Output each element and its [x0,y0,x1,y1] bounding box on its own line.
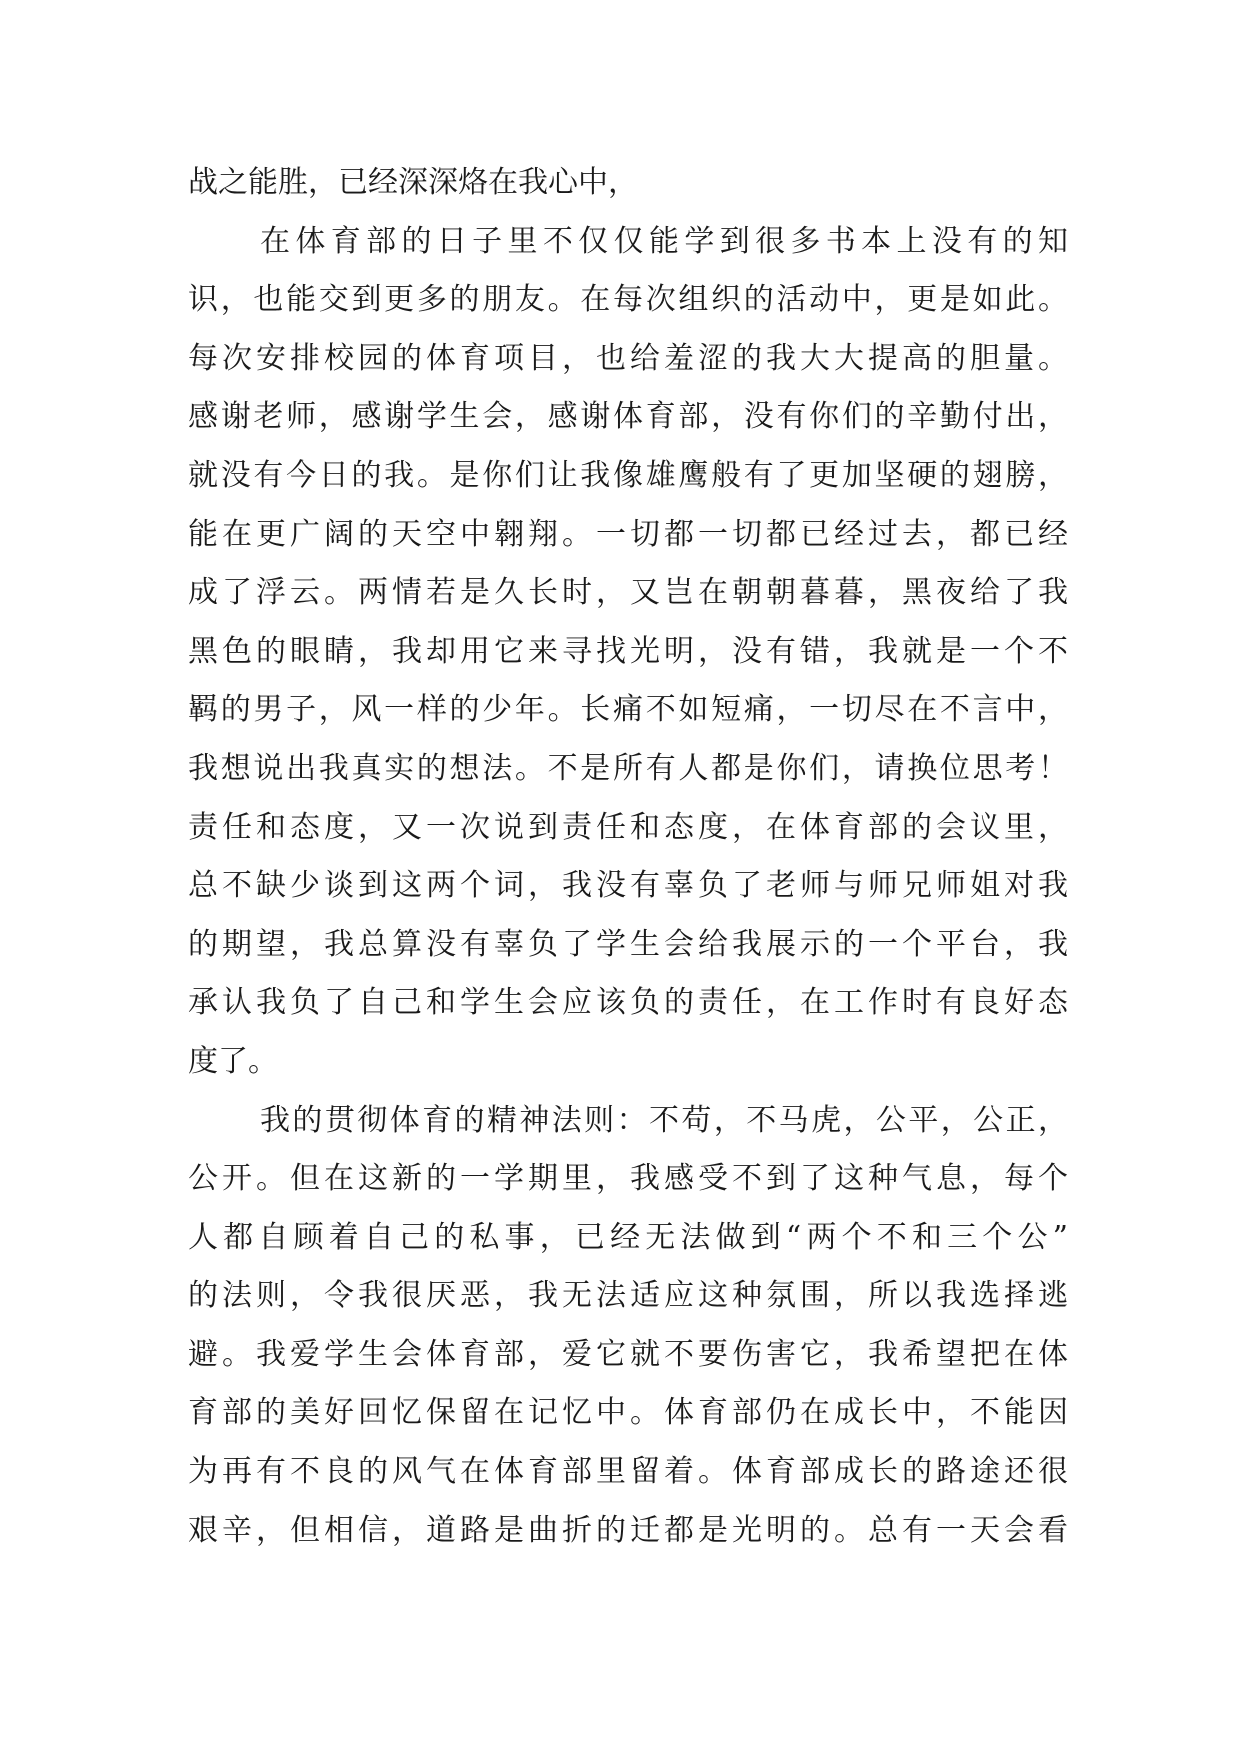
paragraph-first-line: 我的贯彻体育的精神法则：不苟，不马虎，公平，公正， [260,1102,1068,1138]
text-line: 公开。但在这新的一学期里，我感受不到了这种气息，每个 [188,1161,1068,1197]
text-line: 我想说出我真实的想法。不是所有人都是你们，请换位思考！ [188,750,1068,786]
text-line: 承认我负了自己和学生会应该负的责任，在工作时有良好态 [188,985,1068,1021]
text-line: 成了浮云。两情若是久长时，又岂在朝朝暮暮，黑夜给了我 [188,575,1068,611]
text-line: 避。我爱学生会体育部，爱它就不要伤害它，我希望把在体 [188,1336,1068,1372]
text-line: 责任和态度，又一次说到责任和态度，在体育部的会议里， [188,809,1068,845]
text-line: 的法则，令我很厌恶，我无法适应这种氛围，所以我选择逃 [188,1278,1068,1314]
text-line: 感谢老师，感谢学生会，感谢体育部，没有你们的辛勤付出， [188,399,1068,435]
text-line: 的期望，我总算没有辜负了学生会给我展示的一个平台，我 [188,926,1068,962]
text-line: 艰辛，但相信，道路是曲折的迁都是光明的。总有一天会看 [188,1512,1068,1548]
paragraph-first-line: 在体育部的日子里不仅仅能学到很多书本上没有的知 [260,223,1068,259]
text-line: 育部的美好回忆保留在记忆中。体育部仍在成长中，不能因 [188,1395,1068,1431]
text-line: 为再有不良的风气在体育部里留着。体育部成长的路途还很 [188,1454,1068,1490]
text-line: 度了。 [188,1043,278,1079]
text-line: 每次安排校园的体育项目，也给羞涩的我大大提高的胆量。 [188,340,1068,376]
text-line: 识，也能交到更多的朋友。在每次组织的活动中，更是如此。 [188,282,1068,318]
text-line: 总不缺少谈到这两个词，我没有辜负了老师与师兄师姐对我 [188,868,1068,904]
text-line: 就没有今日的我。是你们让我像雄鹰般有了更加坚硬的翅膀， [188,457,1068,493]
text-line: 黑色的眼睛，我却用它来寻找光明，没有错，我就是一个不 [188,633,1068,669]
text-line: 羁的男子，风一样的少年。长痛不如短痛，一切尽在不言中， [188,692,1068,728]
text-line: 人都自顾着自己的私事，已经无法做到“两个不和三个公” [188,1219,1068,1255]
text-line: 战之能胜，已经深深烙在我心中， [188,165,638,200]
document-body [188,154,1068,1560]
text-line: 能在更广阔的天空中翱翔。一切都一切都已经过去，都已经 [188,516,1068,552]
